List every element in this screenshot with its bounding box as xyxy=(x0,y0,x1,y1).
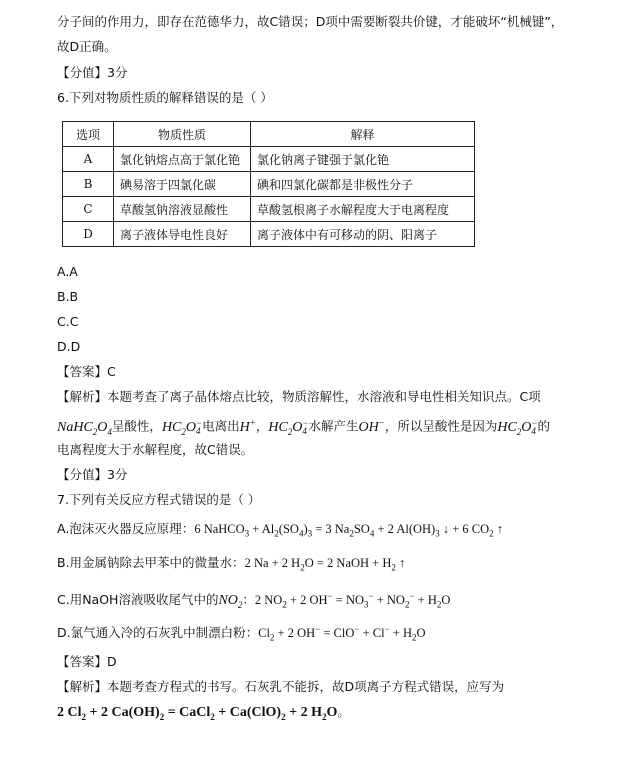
formula-hc2o4-ion: $HC_2O$ − 4 xyxy=(497,418,538,437)
row-explanation: 离子液体中有可移动的阴、阳离子 xyxy=(251,222,475,247)
q6-stem: 6.下列对物质性质的解释错误的是（ ） xyxy=(57,90,273,105)
q7-option-d: D.氯气通入冷的石灰乳中制漂白粉：$Cl_2 + 2$ $OH^- = ClO^- + Cl^- + H_2O$ xyxy=(57,624,426,643)
q7-correct-equation: 2 $Cl_2 + 2$ $Ca(OH)_2$ = CaCl$_2$ + $Ca(ClO)_2 + 2$ $H_2O$。 xyxy=(57,704,350,722)
q5-score: 【分值】3分 xyxy=(57,65,128,80)
row-property: 草酸氢钠溶液显酸性 xyxy=(114,197,251,222)
header-explanation: 解释 xyxy=(251,122,475,147)
q7-analysis: 【解析】本题考查方程式的书写。石灰乳不能拆，故D项离子方程式错误，应写为 xyxy=(57,679,505,694)
formula-hc2o4-ion: $HC_2O$ − 4 xyxy=(161,418,203,437)
equation-d: $Cl_2 + 2$ $OH^- = ClO^- + Cl^- + H_2O$ xyxy=(258,624,426,643)
equation-b: 2 Na + 2 $H_2O = 2$ NaOH + $H_2$ ↑ xyxy=(244,556,406,573)
q6-analysis-line-3: 电离程度大于水解程度，故C错误。 xyxy=(57,442,254,457)
q6-analysis-line-1: 【解析】本题考查了离子晶体熔点比较，物质溶解性，水溶液和导电性相关知识点。C项 xyxy=(57,389,541,404)
row-property: 氯化钠熔点高于氯化铯 xyxy=(114,147,251,172)
formula-hc2o4-ion: $HC_2O$ − 4 xyxy=(268,418,309,437)
row-option: C xyxy=(63,197,114,222)
header-option: 选项 xyxy=(63,122,114,147)
q7-stem: 7.下列有关反应方程式错误的是（ ） xyxy=(57,492,261,507)
row-explanation: 草酸氢根离子水解程度大于电离程度 xyxy=(251,197,475,222)
header-property: 物质性质 xyxy=(114,122,251,147)
equation-a: 6 NaHCO$_3$ + $Al_2(SO_4)_3 = 3$ $Na_2SO_4 + 2$ $Al(OH)_3$ ↓ + 6 $CO_2$ ↑ xyxy=(194,522,504,539)
formula-nahc2o4: $NaHC_2O_4$ xyxy=(57,419,112,437)
row-option: A xyxy=(63,147,114,172)
table-row xyxy=(63,147,475,172)
option-d: D.D xyxy=(57,339,81,354)
row-option: B xyxy=(63,172,114,197)
properties-table xyxy=(62,121,475,247)
row-explanation: 氯化钠离子键强于氯化铯 xyxy=(251,147,475,172)
row-explanation: 碘和四氯化碳都是非极性分子 xyxy=(251,172,475,197)
intro-line-2: 故D正确。 xyxy=(57,39,117,54)
equation-final: 2 $Cl_2 + 2$ $Ca(OH)_2$ = CaCl$_2$ + $Ca(ClO)_2 + 2$ $H_2O$ xyxy=(57,705,338,722)
row-option: D xyxy=(63,222,114,247)
formula-oh-minus: OH− xyxy=(358,417,385,435)
formula-h-plus: H+ xyxy=(239,417,256,435)
option-a: A.A xyxy=(57,264,78,279)
row-property: 碘易溶于四氯化碳 xyxy=(114,172,251,197)
q7-option-b: B.用金属钠除去甲苯中的微量水：2 Na + 2 $H_2O = 2$ NaOH + $H_2$ ↑ xyxy=(57,555,406,573)
q7-option-a: A.泡沫灭火器反应原理：6 NaHCO$_3$ + $Al_2(SO_4)_3 = 3$ $Na_2SO_4 + 2$ $Al(OH)_3$ ↓ + 6 $CO_2$ ↑ xyxy=(57,521,504,539)
table-header-row xyxy=(63,122,475,147)
q6-analysis-line-2: $NaHC_2O_4$呈酸性，$HC_2O$ − 4 电离出H+，$HC_2O$ − 4 水解产生OH−，所以呈酸性是因为$HC_2O$ − 4 的 xyxy=(57,417,550,437)
q7-option-c: C.用NaOH溶液吸收尾气中的$NO_2$：2 $NO_2 + 2$ $OH^- = NO_3^- + NO_2^- + H_2O$ xyxy=(57,591,451,610)
table-row xyxy=(63,172,475,197)
q6-answer: 【答案】C xyxy=(57,364,116,379)
q6-score: 【分值】3分 xyxy=(57,467,128,482)
option-b: B.B xyxy=(57,289,79,304)
intro-line-1: 分子间的作用力，即存在范德华力，故C错误；D项中需要断裂共价键，才能破坏“机械键”， xyxy=(57,14,564,29)
row-property: 离子液体导电性良好 xyxy=(114,222,251,247)
option-c: C.C xyxy=(57,314,79,329)
table-row xyxy=(63,222,475,247)
formula-no2: $NO_2$ xyxy=(218,593,243,610)
table-row xyxy=(63,197,475,222)
equation-c: ：2 $NO_2 + 2$ $OH^- = NO_3^- + NO_2^- + H_2O$ xyxy=(242,591,451,610)
q7-answer: 【答案】D xyxy=(57,654,117,669)
